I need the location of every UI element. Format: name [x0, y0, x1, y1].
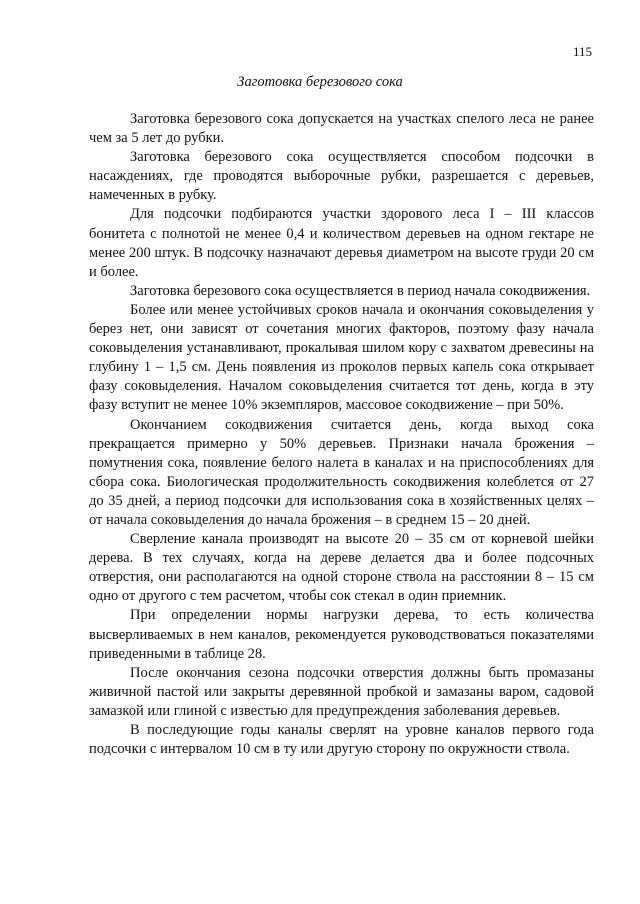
paragraph: Для подсочки подбираются участки здорового леса I – III классов бонитета с полнотой не менее 0,4 и количеством деревьев на одном гектаре не менее 200 штук. В подсочку назначают деревья диаметром на высоте груди 20 см и более. — [89, 206, 594, 280]
page-number: 115 — [572, 44, 592, 59]
body-text — [89, 110, 594, 759]
paragraph: Заготовка березового сока осуществляется способом подсочки в насаждениях, где проводятся выборочные рубки, разрешается с деревьев, намеченных в рубку. — [89, 149, 594, 204]
paragraph: Окончанием сокодвижения считается день, когда выход сока прекращается примерно у 50% деревьев. Признаки начала брожения – помутнения сока, появление белого налета в каналах и на приспособлениях для сбора сока. Биологическая продолжительность сокодвижения колеблется от 27 до 35 дней, а период подсочки для использования сока в хозяйственных целях – от начала соковыделения до начала брожения – в среднем 15 – 20 дней. — [89, 416, 594, 528]
paragraph: Заготовка березового сока допускается на участках спелого леса не ранее чем за 5 лет до рубки. — [89, 111, 594, 147]
paragraph: В последующие годы каналы сверлят на уровне каналов первого года подсочки с интервалом 10 см в ту или другую сторону по окружности ствола. — [89, 722, 594, 758]
paragraph: Сверление канала производят на высоте 20 – 35 см от корневой шейки дерева. В тех случаях, когда на дереве делается два и более подсочных отверстия, они располагаются на одной стороне ствола на расстоянии 8 – 15 см одно от другого с тем расчетом, чтобы сок стекал в один приемник. — [89, 531, 594, 605]
paragraph: Заготовка березового сока осуществляется в период начала сокодвижения. — [130, 282, 591, 299]
paragraph: Более или менее устойчивых сроков начала и окончания соковыделения у берез нет, они зависят от сочетания многих факторов, поэтому фазу начала соковыделения устанавливают, прокалывая шилом кору с захватом древесины на глубину 1 – 1,5 см. День появления из проколов первых капель сока открывает фазу соковыделения. Началом соковыделения считается тот день, когда в эту фазу вступит не менее 10% экземпляров, массовое сокодвижение – при 50%. — [89, 301, 594, 414]
paragraph: При определении нормы нагрузки дерева, то есть количества высверливаемых в нем каналов, рекомендуется руководствоваться показателями приведенными в таблице 28. — [89, 607, 594, 662]
section-title: Заготовка березового сока — [237, 74, 403, 90]
paragraph: После окончания сезона подсочки отверстия должны быть промазаны живичной пастой или закрыты деревянной пробкой и замазаны варом, садовой замазкой или глиной с известью для предупреждения заболевания деревьев. — [89, 664, 594, 719]
